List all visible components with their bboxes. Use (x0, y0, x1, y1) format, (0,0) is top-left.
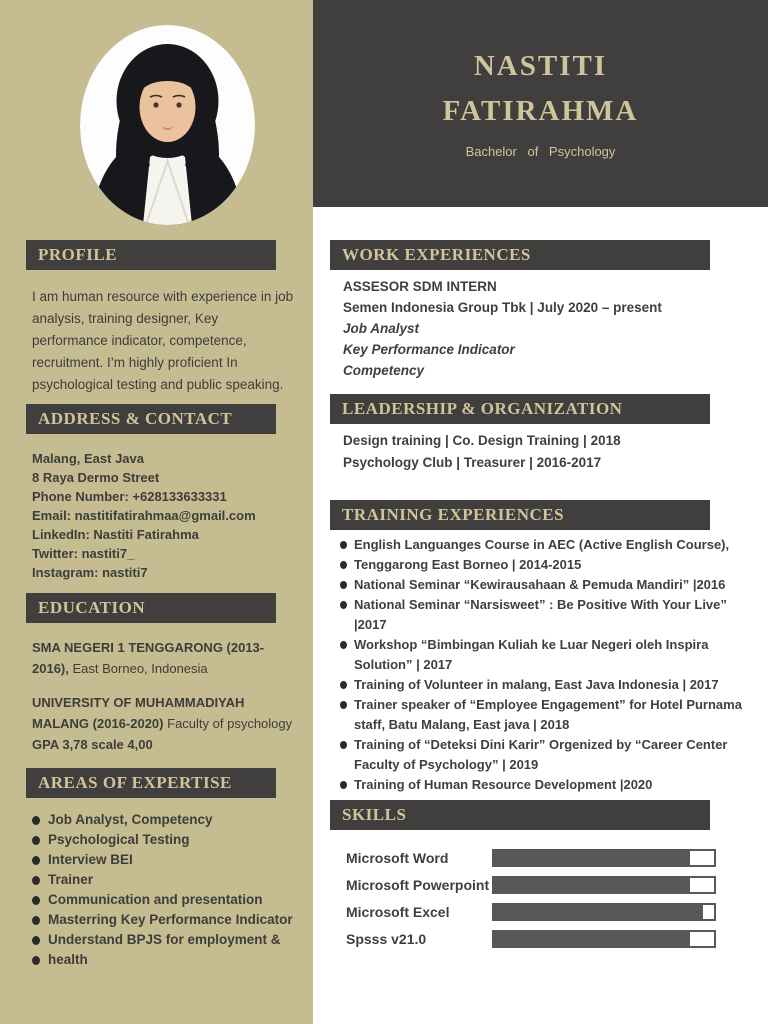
school-detail: East Borneo, Indonesia (72, 661, 208, 676)
work-detail: Job Analyst (343, 321, 420, 336)
bullet-icon (340, 701, 347, 709)
bullet-icon (32, 896, 40, 905)
profile-title: PROFILE (38, 245, 118, 264)
list-item (340, 575, 752, 595)
work-role: ASSESOR SDM INTERN (343, 279, 497, 294)
list-item (340, 775, 752, 795)
bullet-icon (340, 781, 347, 789)
bullet-icon (340, 561, 347, 569)
school-detail: Faculty of psychology (167, 716, 293, 731)
bullet-icon (340, 681, 347, 689)
name-line-2: FATIRAHMA (442, 95, 639, 127)
expertise-item-label: Communication and presentation (48, 892, 263, 907)
skill-bar-track (492, 849, 716, 867)
skill-bar-fill (494, 905, 703, 919)
education-title: EDUCATION (38, 598, 146, 617)
contact-line: Twitter: nastiti7_ (32, 546, 135, 561)
leadership-item: Psychology Club | Treasurer | 2016-2017 (343, 455, 602, 470)
portrait-illustration (80, 25, 255, 225)
bullet-icon (32, 936, 40, 945)
school-name: SMA NEGERI 1 TENGGARONG (2013-2016), (32, 640, 265, 676)
contact-line: Malang, East Java (32, 451, 144, 466)
contact-lines (32, 449, 302, 582)
contact-line: Phone Number: +628133633331 (32, 489, 227, 504)
skill-bar-fill (494, 851, 690, 865)
expertise-item-label: Masterring Key Performance Indicator (48, 912, 293, 927)
education-section-header (26, 593, 276, 623)
bullet-icon (340, 541, 347, 549)
expertise-title: AREAS OF EXPERTISE (38, 773, 232, 792)
education-school (32, 692, 300, 755)
training-item-label: Training of “Deteksi Dini Karir” Orgenized by “Career Center Faculty of Psychology” | 2019 (354, 737, 728, 772)
skill-bar-track (492, 903, 716, 921)
training-item-label: National Seminar “Kewirausahaan & Pemuda Mandiri” |2016 (354, 577, 726, 592)
skill-row (346, 930, 716, 957)
bullet-icon (32, 956, 40, 965)
list-item (340, 535, 752, 555)
list-item (340, 695, 752, 735)
profile-section-header (26, 240, 276, 270)
bullet-icon (32, 916, 40, 925)
expertise-list (32, 810, 302, 970)
expertise-item-label: health (48, 952, 88, 967)
leadership-item: Design training | Co. Design Training | 2018 (343, 433, 621, 448)
list-item (340, 675, 752, 695)
expertise-item-label: Psychological Testing (48, 832, 190, 847)
list-item (340, 555, 752, 575)
training-item-label: Training of Human Resource Development |2020 (354, 777, 653, 792)
list-item (340, 595, 752, 635)
bullet-icon (32, 876, 40, 885)
skills-title: SKILLS (342, 805, 407, 824)
work-experience-entry (343, 276, 743, 381)
bullet-icon (32, 816, 40, 825)
skill-bar-track (492, 876, 716, 894)
list-item (32, 930, 302, 950)
work-section-header (330, 240, 710, 270)
list-item (32, 850, 302, 870)
work-detail: Key Performance Indicator (343, 342, 515, 357)
work-company: Semen Indonesia Group Tbk | July 2020 – present (343, 300, 662, 315)
profile-text: I am human resource with experience in job analysis, training designer, Key performance indicator, competence, recruitment. I’m highly proficient In psychological testing and public speaking. (32, 289, 294, 392)
list-item (32, 830, 302, 850)
skill-row (346, 849, 716, 876)
skill-bar-fill (494, 878, 690, 892)
list-item (340, 735, 752, 775)
training-section-header (330, 500, 710, 530)
skill-label: Spsss v21.0 (346, 931, 427, 947)
expertise-section-header (26, 768, 276, 798)
degree-subtitle: Bachelor of Psychology (465, 144, 616, 159)
school-gpa: GPA 3,78 scale 4,00 (32, 737, 153, 752)
list-item (32, 910, 302, 930)
bullet-icon (340, 581, 347, 589)
education-text (32, 637, 300, 768)
expertise-item-label: Trainer (48, 872, 94, 887)
contact-line: Email: nastitifatirahmaa@gmail.com (32, 508, 256, 523)
skill-row (346, 903, 716, 930)
bullet-icon (340, 741, 347, 749)
training-item-label: English Languanges Course in AEC (Active English Course), (354, 537, 730, 552)
list-item (340, 635, 752, 675)
work-title: WORK EXPERIENCES (342, 245, 531, 264)
skill-label: Microsoft Excel (346, 904, 450, 920)
profile-photo (80, 25, 255, 225)
work-detail: Competency (343, 363, 425, 378)
expertise-item-label: Understand BPJS for employment & (48, 932, 281, 947)
contact-title: ADDRESS & CONTACT (38, 409, 233, 428)
training-item-label: Tenggarong East Borneo | 2014-2015 (354, 557, 582, 572)
training-title: TRAINING EXPERIENCES (342, 505, 565, 524)
skills-list (346, 849, 716, 957)
contact-section-header (26, 404, 276, 434)
education-school (32, 637, 300, 679)
bullet-icon (340, 601, 347, 609)
leadership-title: LEADERSHIP & ORGANIZATION (342, 399, 623, 418)
contact-line: Instagram: nastiti7 (32, 565, 148, 580)
leadership-section-header (330, 394, 710, 424)
contact-line: LinkedIn: Nastiti Fatirahma (32, 527, 199, 542)
training-item-label: Trainer speaker of “Employee Engagement” for Hotel Purnama staff, Batu Malang, East java | 2018 (354, 697, 742, 732)
training-item-label: Workshop “Bimbingan Kuliah ke Luar Negeri oleh Inspira Solution” | 2017 (354, 637, 709, 672)
skill-bar-fill (494, 932, 690, 946)
list-item (32, 810, 302, 830)
skill-bar-track (492, 930, 716, 948)
list-item (32, 890, 302, 910)
skills-section-header (330, 800, 710, 830)
name-line-1: NASTITI (473, 50, 608, 82)
training-list (340, 535, 752, 795)
skill-label: Microsoft Word (346, 850, 449, 866)
contact-line: 8 Raya Dermo Street (32, 470, 160, 485)
bullet-icon (340, 641, 347, 649)
expertise-item-label: Interview BEI (48, 852, 133, 867)
sidebar (0, 0, 313, 1024)
training-item-label: National Seminar “Narsisweet” : Be Positive With Your Live” |2017 (354, 597, 727, 632)
leadership-list (343, 430, 743, 474)
list-item (32, 870, 302, 890)
bullet-icon (32, 856, 40, 865)
skill-row (346, 876, 716, 903)
skill-label: Microsoft Powerpoint (346, 877, 490, 893)
school-name: UNIVERSITY OF MUHAMMADIYAH MALANG (2016-2020) (32, 695, 245, 731)
name-header (313, 0, 768, 207)
list-item (32, 950, 302, 970)
bullet-icon (32, 836, 40, 845)
training-item-label: Training of Volunteer in malang, East Java Indonesia | 2017 (354, 677, 719, 692)
expertise-item-label: Job Analyst, Competency (48, 812, 213, 827)
